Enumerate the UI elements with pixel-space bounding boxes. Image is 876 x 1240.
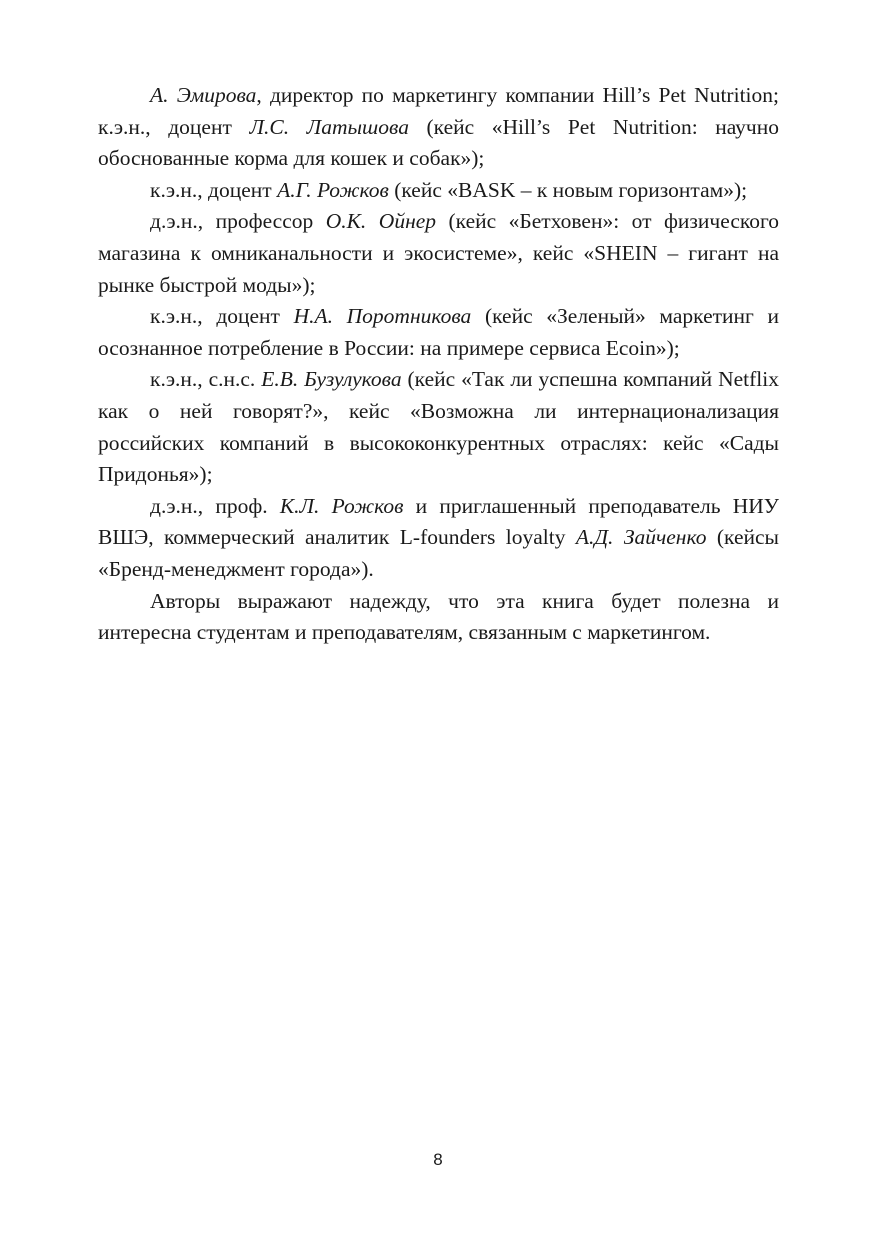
paragraph-text: (кейс «Так ли успешна компаний Netflix как о ней говорят?», кейс «Возможна ли интернационализация российских компаний в высококонкурентных отраслях: кейс «Сады Придонья»); <box>98 367 779 487</box>
paragraph-text: д.э.н., профессор <box>150 209 326 234</box>
author-name: А.Д. Зайченко <box>575 525 707 550</box>
page-number: 8 <box>433 1150 443 1169</box>
paragraph-text: (кейс «Бетховен»: от физического магазина к омниканальности и экосистеме», кейс «SHEIN – гигант на рынке быстрой моды»); <box>98 209 780 297</box>
paragraph-rozhkov-kl <box>98 491 779 586</box>
paragraph-text: к.э.н., доцент <box>150 304 294 329</box>
author-name: Н.А. Поротникова <box>293 304 472 329</box>
body-text <box>98 80 779 649</box>
paragraph-text: Авторы выражают надежду, что эта книга будет полезна и интересна студентам и преподавателям, связанным с маркетингом. <box>98 588 779 645</box>
paragraph-text: (кейсы «Бренд-менеджмент города»). <box>98 525 779 581</box>
paragraph-text: к.э.н., доцент <box>150 177 278 202</box>
author-name: О.К. Ойнер <box>325 209 437 234</box>
author-name: А. Эмирова <box>150 83 257 107</box>
author-name: Е.В. Бузулукова <box>261 367 402 392</box>
author-name: Л.С. Латышова <box>249 114 409 139</box>
paragraph-oyner <box>98 206 779 301</box>
paragraph-text: и приглашенный преподаватель НИУ ВШЭ, коммерческий аналитик L-founders loyalty <box>98 493 780 550</box>
paragraph-text: (кейс «BASK – к новым горизонтам»); <box>388 177 748 202</box>
paragraph-text: к.э.н., с.н.с. <box>150 367 262 392</box>
paragraph-buzulukova <box>98 364 779 490</box>
paragraph-text: , директор по маркетингу компании Hill’s Pet Nutrition; к.э.н., доцент <box>98 83 779 139</box>
author-name: А.Г. Рожков <box>277 177 389 202</box>
author-name: К.Л. Рожков <box>279 493 404 518</box>
paragraph-text: (кейс «Hill’s Pet Nutrition: научно обоснованные корма для кошек и собак»); <box>98 114 779 171</box>
paragraph-closing <box>98 586 779 649</box>
paragraph-rozhkov-ag <box>98 175 779 207</box>
paragraph-emirova <box>98 80 779 175</box>
paragraph-text: д.э.н., проф. <box>150 493 280 518</box>
paragraph-porotnikova <box>98 301 779 364</box>
paragraph-text: (кейс «Зеленый» маркетинг и осознанное потребление в России: на примере сервиса Ecoin»); <box>98 304 780 360</box>
